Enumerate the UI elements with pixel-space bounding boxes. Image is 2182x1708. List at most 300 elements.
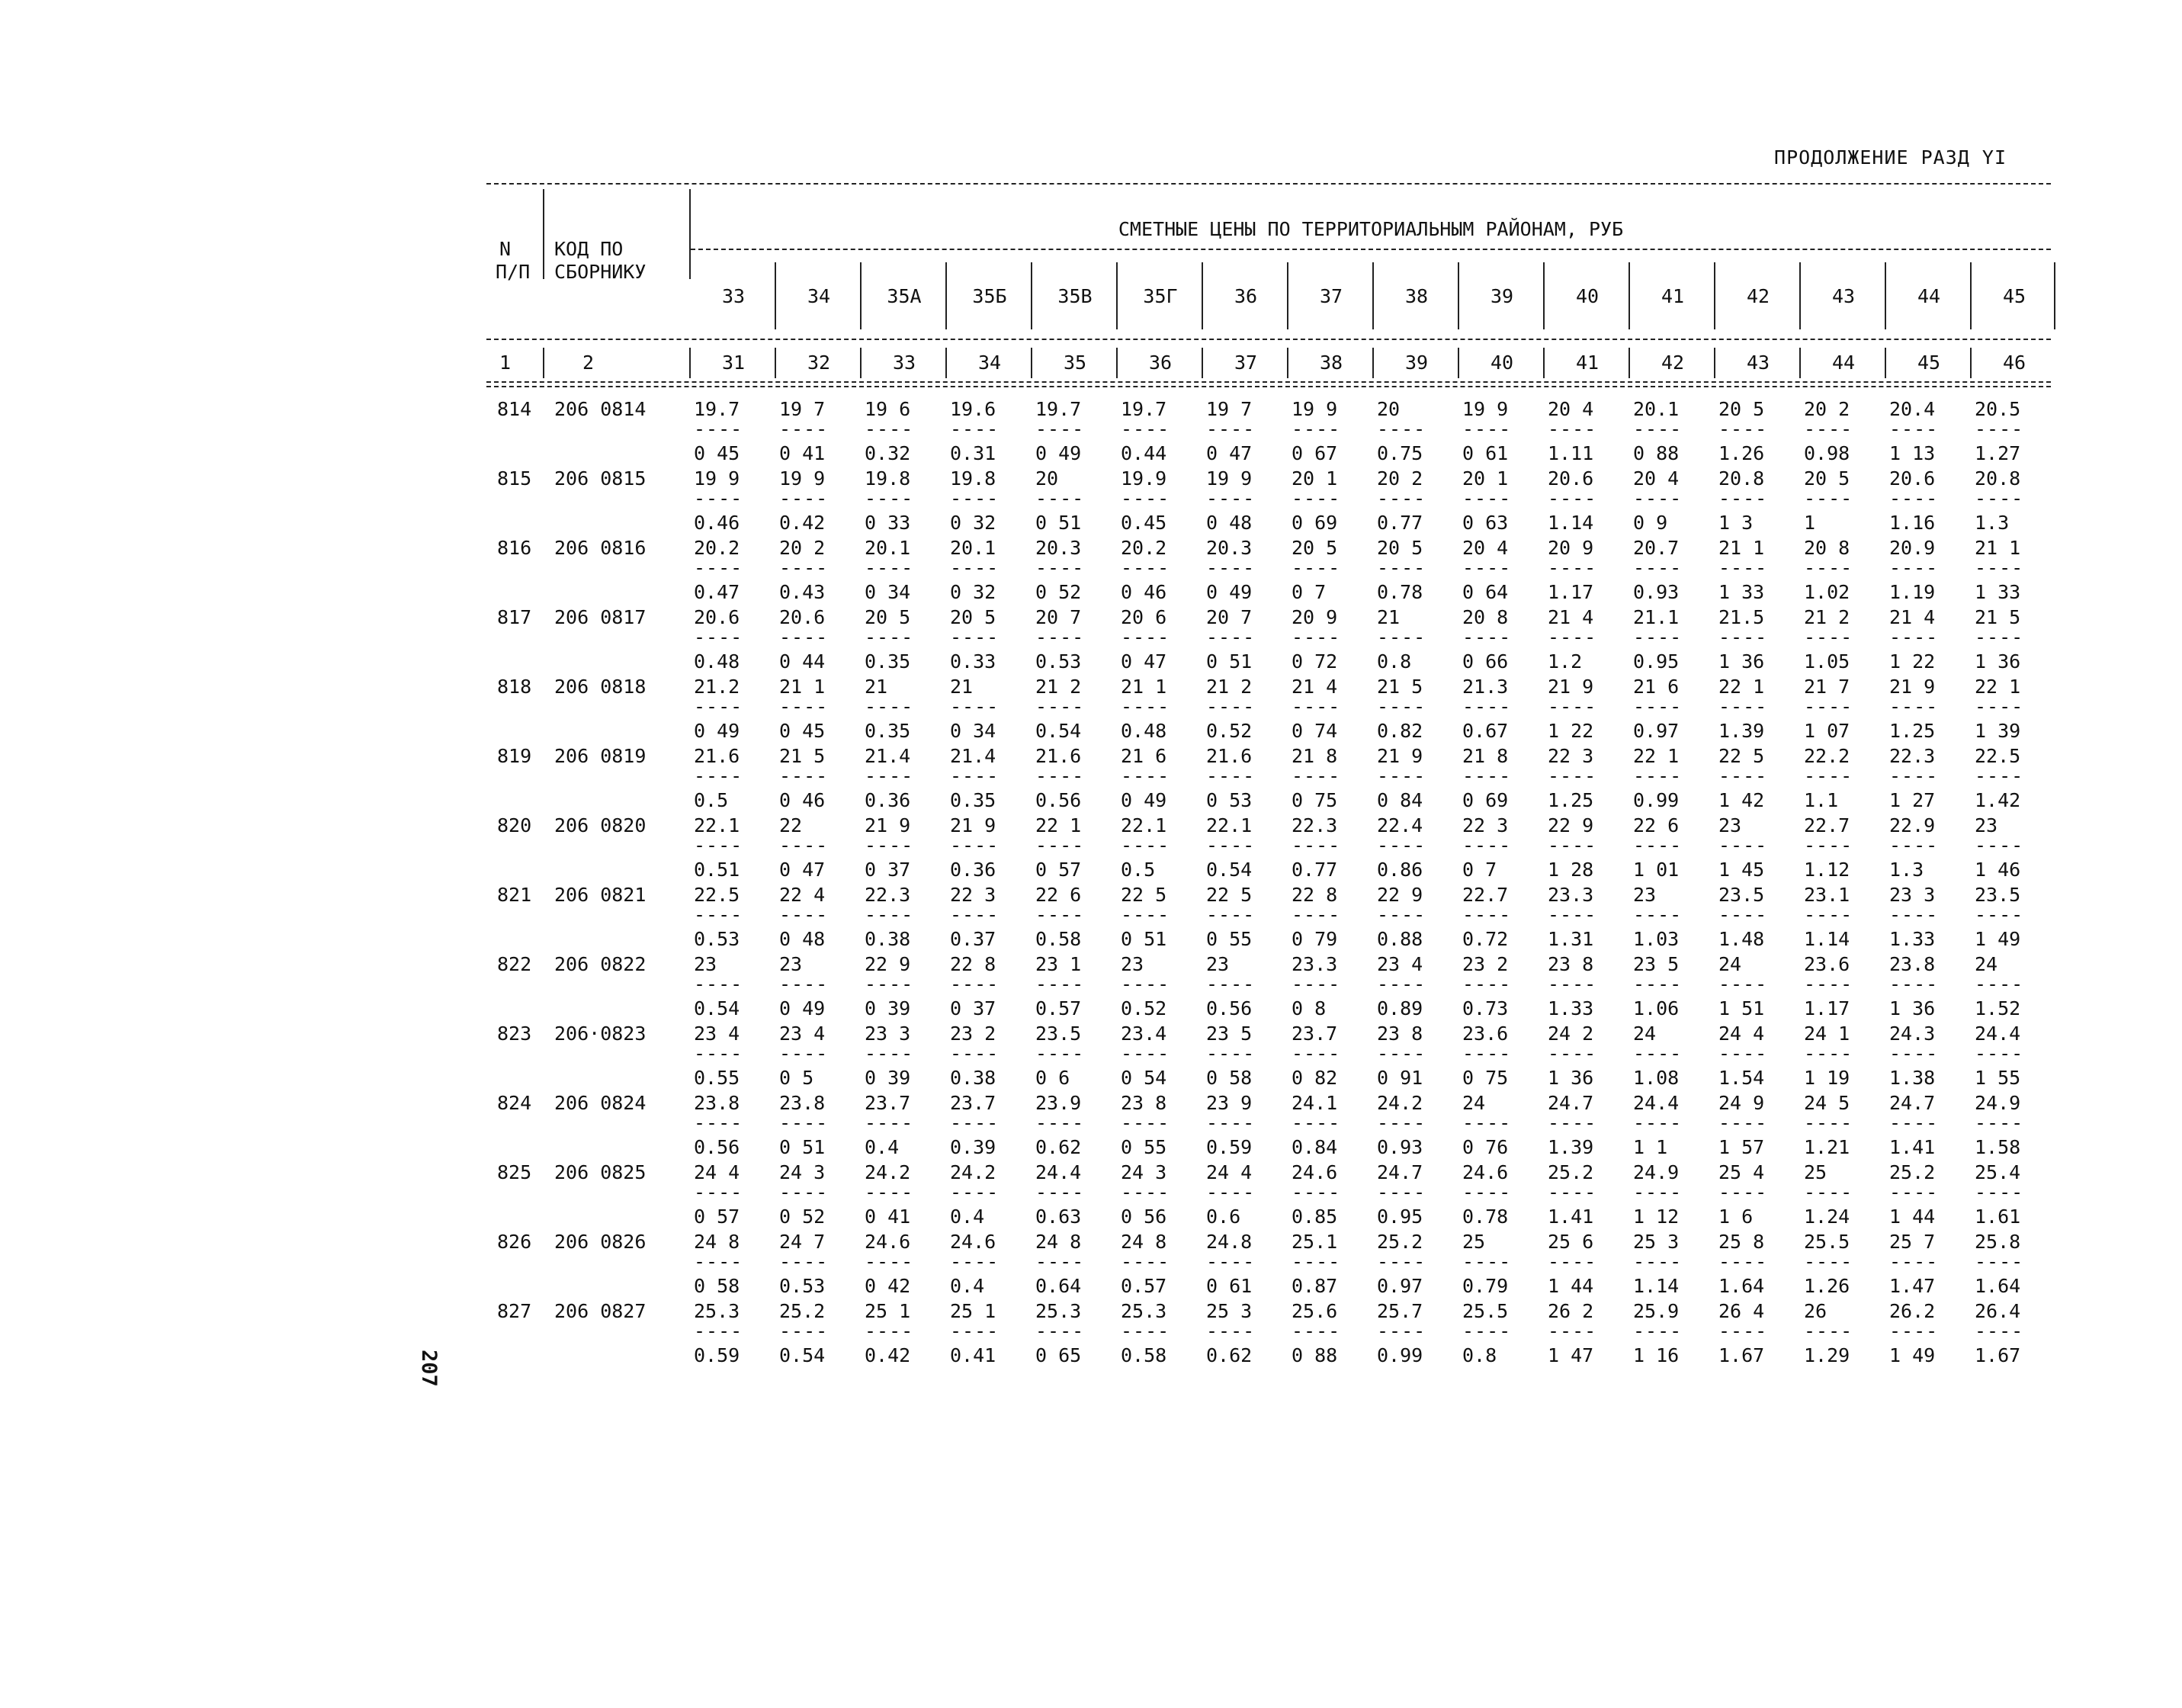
- price-value: 24.7: [1377, 1161, 1423, 1183]
- price-value: 23: [779, 953, 803, 975]
- value-separator: ----: [1718, 1320, 1768, 1342]
- value-separator: ----: [1718, 904, 1768, 926]
- value-separator: ----: [1804, 834, 1853, 856]
- price-value: 26 2: [1548, 1300, 1594, 1322]
- additional-value: 0 51: [1035, 512, 1082, 534]
- additional-value: 1 12: [1633, 1206, 1680, 1228]
- value-separator: ----: [1121, 1181, 1170, 1203]
- colnum-divider: [1628, 348, 1630, 378]
- value-separator: ----: [1804, 418, 1853, 440]
- colnum-divider: [689, 348, 691, 378]
- value-separator: ----: [1206, 1042, 1256, 1064]
- value-separator: ----: [1377, 695, 1426, 718]
- value-separator: ----: [1804, 1250, 1853, 1273]
- region-divider: [945, 262, 947, 329]
- additional-value: 0 47: [1121, 650, 1167, 673]
- value-separator: ----: [1377, 1042, 1426, 1064]
- price-value: 21 4: [1292, 676, 1338, 698]
- additional-value: 1.67: [1975, 1344, 2021, 1366]
- additional-value: 1.21: [1804, 1136, 1850, 1158]
- col-num: 36: [1148, 352, 1173, 374]
- value-separator: ----: [1633, 557, 1683, 579]
- value-separator: ----: [694, 973, 743, 995]
- price-value: 21 5: [779, 745, 826, 767]
- value-separator: ----: [950, 487, 1000, 509]
- additional-value: 0 66: [1462, 650, 1509, 673]
- additional-value: 0 48: [779, 928, 826, 950]
- additional-value: 0 61: [1462, 442, 1509, 464]
- row-number: 819: [497, 745, 532, 767]
- additional-value: 0.55: [694, 1067, 740, 1089]
- price-value: 24 3: [1121, 1161, 1167, 1183]
- col-num: 44: [1831, 352, 1856, 374]
- value-separator: ----: [779, 626, 829, 648]
- value-separator: ----: [1206, 904, 1256, 926]
- additional-value: 0 53: [1206, 789, 1253, 811]
- additional-value: 1.08: [1633, 1067, 1680, 1089]
- value-separator: ----: [1718, 765, 1768, 787]
- colnum-divider: [945, 348, 947, 378]
- price-value: 21 9: [1889, 676, 1936, 698]
- additional-value: 0.45: [1121, 512, 1167, 534]
- value-separator: ----: [1206, 557, 1256, 579]
- additional-value: 0.5: [694, 789, 729, 811]
- additional-value: 0 7: [1462, 859, 1497, 881]
- value-separator: ----: [1718, 1181, 1768, 1203]
- value-separator: ----: [865, 1250, 914, 1273]
- additional-value: 0.47: [694, 581, 740, 603]
- price-value: 20.6: [1548, 467, 1594, 490]
- value-separator: ----: [1377, 1112, 1426, 1134]
- additional-value: 1.05: [1804, 650, 1850, 673]
- price-value: 21: [950, 676, 974, 698]
- additional-value: 0 49: [694, 720, 740, 742]
- colnum-divider: [1116, 348, 1118, 378]
- value-separator: ----: [1633, 1181, 1683, 1203]
- price-value: 20.8: [1718, 467, 1765, 490]
- value-separator: ----: [1548, 1112, 1597, 1134]
- price-value: 25.3: [1121, 1300, 1167, 1322]
- value-separator: ----: [1206, 973, 1256, 995]
- value-separator: ----: [1718, 834, 1768, 856]
- row-number: 818: [497, 676, 532, 698]
- price-value: 25.2: [1377, 1231, 1423, 1253]
- price-value: 23 5: [1633, 953, 1680, 975]
- price-value: 24 1: [1804, 1023, 1850, 1045]
- additional-value: 1 45: [1718, 859, 1765, 881]
- price-value: 22 6: [1035, 884, 1082, 906]
- value-separator: ----: [779, 487, 829, 509]
- additional-value: 0 49: [1206, 581, 1253, 603]
- additional-value: 0 34: [950, 720, 996, 742]
- price-value: 20.6: [694, 606, 740, 628]
- price-value: 23 4: [779, 1023, 826, 1045]
- price-value: 20.6: [1889, 467, 1936, 490]
- value-separator: ----: [1121, 1112, 1170, 1134]
- additional-value: 0.54: [779, 1344, 826, 1366]
- price-value: 23 5: [1206, 1023, 1253, 1045]
- value-separator: ----: [1035, 1112, 1085, 1134]
- additional-value: 1.3: [1889, 859, 1924, 881]
- price-value: 21.6: [1206, 745, 1253, 767]
- value-separator: ----: [1462, 695, 1512, 718]
- value-separator: ----: [1206, 1320, 1256, 1342]
- price-value: 21 9: [865, 814, 911, 836]
- price-value: 25.3: [694, 1300, 740, 1322]
- value-separator: ----: [1206, 834, 1256, 856]
- value-separator: ----: [1292, 765, 1341, 787]
- price-value: 21: [865, 676, 888, 698]
- price-value: 21 2: [1035, 676, 1082, 698]
- additional-value: 1 49: [1975, 928, 2021, 950]
- additional-value: 0 75: [1462, 1067, 1509, 1089]
- value-separator: ----: [1889, 1042, 1939, 1064]
- prices-title: СМЕТНЫЕ ЦЕНЫ ПО ТЕРРИТОРИАЛЬНЫМ РАЙОНАМ, РУБ: [1118, 218, 1624, 240]
- price-value: 25.4: [1975, 1161, 2021, 1183]
- additional-value: 0.43: [779, 581, 826, 603]
- value-separator: ----: [1975, 626, 2024, 648]
- value-separator: ----: [1292, 695, 1341, 718]
- colnum-divider-stub: [543, 348, 544, 378]
- region-divider: [1799, 262, 1801, 329]
- region-divider: [1543, 262, 1545, 329]
- region-divider: [775, 262, 776, 329]
- price-value: 24.9: [1633, 1161, 1680, 1183]
- price-value: 22.3: [1889, 745, 1936, 767]
- price-value: 21 8: [1292, 745, 1338, 767]
- col-num: 37: [1234, 352, 1258, 374]
- region-header: 35А: [887, 285, 922, 307]
- price-value: 19 7: [1206, 398, 1253, 420]
- col-num: 46: [2002, 352, 2026, 374]
- value-separator: ----: [1975, 1112, 2024, 1134]
- price-value: 22 5: [1121, 884, 1167, 906]
- additional-value: 0.46: [694, 512, 740, 534]
- additional-value: 1.11: [1548, 442, 1594, 464]
- value-separator: ----: [1975, 1042, 2024, 1064]
- price-value: 24.6: [865, 1231, 911, 1253]
- additional-value: 1.25: [1889, 720, 1936, 742]
- price-value: 25.1: [1292, 1231, 1338, 1253]
- price-value: 21 9: [950, 814, 996, 836]
- price-value: 22 1: [1718, 676, 1765, 698]
- additional-value: 1 33: [1718, 581, 1765, 603]
- additional-value: 0.6: [1206, 1206, 1241, 1228]
- price-value: 22 3: [1462, 814, 1509, 836]
- additional-value: 0 47: [1206, 442, 1253, 464]
- region-divider: [1714, 262, 1715, 329]
- value-separator: ----: [1804, 973, 1853, 995]
- additional-value: 1: [1804, 512, 1816, 534]
- catalog-code: 206 0827: [554, 1300, 647, 1322]
- title-rule: [691, 249, 2051, 250]
- value-separator: ----: [1633, 626, 1683, 648]
- value-separator: ----: [1633, 904, 1683, 926]
- catalog-code: 206 0825: [554, 1161, 647, 1183]
- additional-value: 0 76: [1462, 1136, 1509, 1158]
- price-value: 25.2: [1889, 1161, 1936, 1183]
- value-separator: ----: [1035, 834, 1085, 856]
- header-rule: [486, 339, 2051, 340]
- additional-value: 0.56: [1206, 997, 1253, 1019]
- price-value: 23 9: [1206, 1092, 1253, 1114]
- price-value: 21 8: [1462, 745, 1509, 767]
- additional-value: 0.59: [1206, 1136, 1253, 1158]
- price-value: 19 9: [779, 467, 826, 490]
- price-value: 23.5: [1975, 884, 2021, 906]
- value-separator: ----: [1889, 904, 1939, 926]
- value-separator: ----: [1889, 765, 1939, 787]
- additional-value: 1.42: [1975, 789, 2021, 811]
- price-value: 24.8: [1206, 1231, 1253, 1253]
- value-separator: ----: [779, 765, 829, 787]
- row-number: 824: [497, 1092, 532, 1114]
- price-value: 19 7: [779, 398, 826, 420]
- price-value: 20.8: [1975, 467, 2021, 490]
- region-divider: [1202, 262, 1203, 329]
- additional-value: 0 49: [1121, 789, 1167, 811]
- price-value: 24 4: [1206, 1161, 1253, 1183]
- additional-value: 0.62: [1035, 1136, 1082, 1158]
- value-separator: ----: [865, 834, 914, 856]
- price-value: 22.7: [1804, 814, 1850, 836]
- price-value: 19.7: [694, 398, 740, 420]
- col-num: 45: [1917, 352, 1941, 374]
- value-separator: ----: [1718, 1112, 1768, 1134]
- additional-value: 1 36: [1975, 650, 2021, 673]
- price-value: 19 9: [1462, 398, 1509, 420]
- additional-value: 0.97: [1377, 1275, 1423, 1297]
- col-num: 35: [1063, 352, 1087, 374]
- additional-value: 0.62: [1206, 1344, 1253, 1366]
- value-separator: ----: [1804, 904, 1853, 926]
- price-value: 25 1: [865, 1300, 911, 1322]
- additional-value: 1 49: [1889, 1344, 1936, 1366]
- additional-value: 0.64: [1035, 1275, 1082, 1297]
- price-value: 24 9: [1718, 1092, 1765, 1114]
- value-separator: ----: [1377, 1250, 1426, 1273]
- additional-value: 0.93: [1633, 581, 1680, 603]
- additional-value: 0.53: [1035, 650, 1082, 673]
- value-separator: ----: [1975, 765, 2024, 787]
- price-value: 23.6: [1462, 1023, 1509, 1045]
- price-value: 23.3: [1548, 884, 1594, 906]
- value-separator: ----: [950, 1112, 1000, 1134]
- price-value: 23.8: [694, 1092, 740, 1114]
- additional-value: 1.06: [1633, 997, 1680, 1019]
- additional-value: 1.39: [1718, 720, 1765, 742]
- additional-value: 0.56: [1035, 789, 1082, 811]
- additional-value: 0.57: [1035, 997, 1082, 1019]
- value-separator: ----: [865, 765, 914, 787]
- price-value: 24.2: [1377, 1092, 1423, 1114]
- value-separator: ----: [1718, 557, 1768, 579]
- catalog-code: 206 0818: [554, 676, 647, 698]
- value-separator: ----: [1975, 557, 2024, 579]
- value-separator: ----: [694, 1042, 743, 1064]
- value-separator: ----: [1377, 973, 1426, 995]
- additional-value: 0 49: [1035, 442, 1082, 464]
- price-value: 22 9: [1548, 814, 1594, 836]
- additional-value: 0.8: [1377, 650, 1412, 673]
- value-separator: ----: [1206, 695, 1256, 718]
- additional-value: 1 6: [1718, 1206, 1754, 1228]
- stub-rule-2: [689, 189, 691, 279]
- row-number: 826: [497, 1231, 532, 1253]
- additional-value: 1.58: [1975, 1136, 2021, 1158]
- value-separator: ----: [1804, 695, 1853, 718]
- additional-value: 0.4: [950, 1275, 985, 1297]
- price-value: 19.7: [1121, 398, 1167, 420]
- col-num: 31: [721, 352, 746, 374]
- additional-value: 1.25: [1548, 789, 1594, 811]
- row-number: 814: [497, 398, 532, 420]
- price-value: 23.7: [1292, 1023, 1338, 1045]
- value-separator: ----: [1035, 1320, 1085, 1342]
- additional-value: 0.63: [1035, 1206, 1082, 1228]
- value-separator: ----: [1292, 557, 1341, 579]
- price-value: 22 6: [1633, 814, 1680, 836]
- value-separator: ----: [1121, 626, 1170, 648]
- value-separator: ----: [1292, 1112, 1341, 1134]
- additional-value: 0 45: [779, 720, 826, 742]
- additional-value: 1.2: [1548, 650, 1583, 673]
- colnum-divider: [1543, 348, 1545, 378]
- additional-value: 0 44: [779, 650, 826, 673]
- value-separator: ----: [1633, 834, 1683, 856]
- price-value: 23 3: [1889, 884, 1936, 906]
- value-separator: ----: [1462, 557, 1512, 579]
- value-separator: ----: [1462, 1042, 1512, 1064]
- value-separator: ----: [1377, 1320, 1426, 1342]
- col-num: 38: [1319, 352, 1343, 374]
- additional-value: 0 41: [865, 1206, 911, 1228]
- catalog-code: 206 0822: [554, 953, 647, 975]
- row-number: 822: [497, 953, 532, 975]
- price-value: 25.9: [1633, 1300, 1680, 1322]
- price-value: 25 8: [1718, 1231, 1765, 1253]
- value-separator: ----: [694, 765, 743, 787]
- additional-value: 0.77: [1377, 512, 1423, 534]
- price-value: 20 2: [1804, 398, 1850, 420]
- price-value: 20: [1035, 467, 1059, 490]
- additional-value: 0.78: [1462, 1206, 1509, 1228]
- catalog-code: 206·0823: [554, 1023, 647, 1045]
- additional-value: 0.32: [865, 442, 911, 464]
- value-separator: ----: [1206, 765, 1256, 787]
- additional-value: 0 8: [1292, 997, 1327, 1019]
- additional-value: 1 22: [1548, 720, 1594, 742]
- price-value: 25.3: [1035, 1300, 1082, 1322]
- price-value: 20 2: [1377, 467, 1423, 490]
- value-separator: ----: [1121, 1042, 1170, 1064]
- price-value: 23: [1975, 814, 1998, 836]
- colnum-divider: [1458, 348, 1459, 378]
- additional-value: 0.75: [1377, 442, 1423, 464]
- catalog-code: 206 0826: [554, 1231, 647, 1253]
- additional-value: 1.67: [1718, 1344, 1765, 1366]
- additional-value: 0 6: [1035, 1067, 1070, 1089]
- value-separator: ----: [1206, 626, 1256, 648]
- row-number: 820: [497, 814, 532, 836]
- additional-value: 1.1: [1804, 789, 1839, 811]
- additional-value: 0 58: [694, 1275, 740, 1297]
- value-separator: ----: [1889, 1320, 1939, 1342]
- region-header: 37: [1319, 285, 1343, 307]
- additional-value: 0.86: [1377, 859, 1423, 881]
- value-separator: ----: [1292, 973, 1341, 995]
- catalog-code: 206 0820: [554, 814, 647, 836]
- additional-value: 0.8: [1462, 1344, 1497, 1366]
- value-separator: ----: [694, 1181, 743, 1203]
- region-header: 42: [1746, 285, 1770, 307]
- value-separator: ----: [1377, 418, 1426, 440]
- price-value: 22 3: [950, 884, 996, 906]
- price-value: 20 5: [1377, 537, 1423, 559]
- additional-value: 0 39: [865, 997, 911, 1019]
- price-value: 24.4: [1035, 1161, 1082, 1183]
- additional-value: 0 5: [779, 1067, 814, 1089]
- additional-value: 1 39: [1975, 720, 2021, 742]
- catalog-code: 206 0817: [554, 606, 647, 628]
- value-separator: ----: [1889, 418, 1939, 440]
- price-value: 20 1: [1292, 467, 1338, 490]
- additional-value: 0 51: [779, 1136, 826, 1158]
- price-value: 20 9: [1292, 606, 1338, 628]
- additional-value: 1.19: [1889, 581, 1936, 603]
- value-separator: ----: [1718, 1250, 1768, 1273]
- value-separator: ----: [1633, 1042, 1683, 1064]
- value-separator: ----: [1121, 904, 1170, 926]
- value-separator: ----: [779, 1181, 829, 1203]
- additional-value: 0.54: [1035, 720, 1082, 742]
- price-value: 22.4: [1377, 814, 1423, 836]
- value-separator: ----: [1975, 904, 2024, 926]
- value-separator: ----: [1292, 418, 1341, 440]
- price-value: 22.7: [1462, 884, 1509, 906]
- value-separator: ----: [1121, 557, 1170, 579]
- additional-value: 0.98: [1804, 442, 1850, 464]
- value-separator: ----: [1035, 1250, 1085, 1273]
- additional-value: 1.61: [1975, 1206, 2021, 1228]
- price-value: 20 4: [1548, 398, 1594, 420]
- additional-value: 0.33: [950, 650, 996, 673]
- price-value: 22.3: [865, 884, 911, 906]
- colnum-divider: [775, 348, 776, 378]
- additional-value: 0 51: [1121, 928, 1167, 950]
- value-separator: ----: [1292, 487, 1341, 509]
- price-value: 20 5: [1292, 537, 1338, 559]
- additional-value: 0.99: [1633, 789, 1680, 811]
- additional-value: 1 57: [1718, 1136, 1765, 1158]
- additional-value: 1.64: [1718, 1275, 1765, 1297]
- price-value: 23.3: [1292, 953, 1338, 975]
- value-separator: ----: [1548, 834, 1597, 856]
- additional-value: 0.88: [1377, 928, 1423, 950]
- row-number: 817: [497, 606, 532, 628]
- price-value: 21.5: [1718, 606, 1765, 628]
- value-separator: ----: [865, 973, 914, 995]
- region-divider: [1458, 262, 1459, 329]
- price-value: 23.8: [779, 1092, 826, 1114]
- price-value: 25 6: [1548, 1231, 1594, 1253]
- value-separator: ----: [1718, 487, 1768, 509]
- price-value: 19.7: [1035, 398, 1082, 420]
- price-value: 19.8: [950, 467, 996, 490]
- additional-value: 0.52: [1206, 720, 1253, 742]
- additional-value: 0.82: [1377, 720, 1423, 742]
- price-value: 23 4: [694, 1023, 740, 1045]
